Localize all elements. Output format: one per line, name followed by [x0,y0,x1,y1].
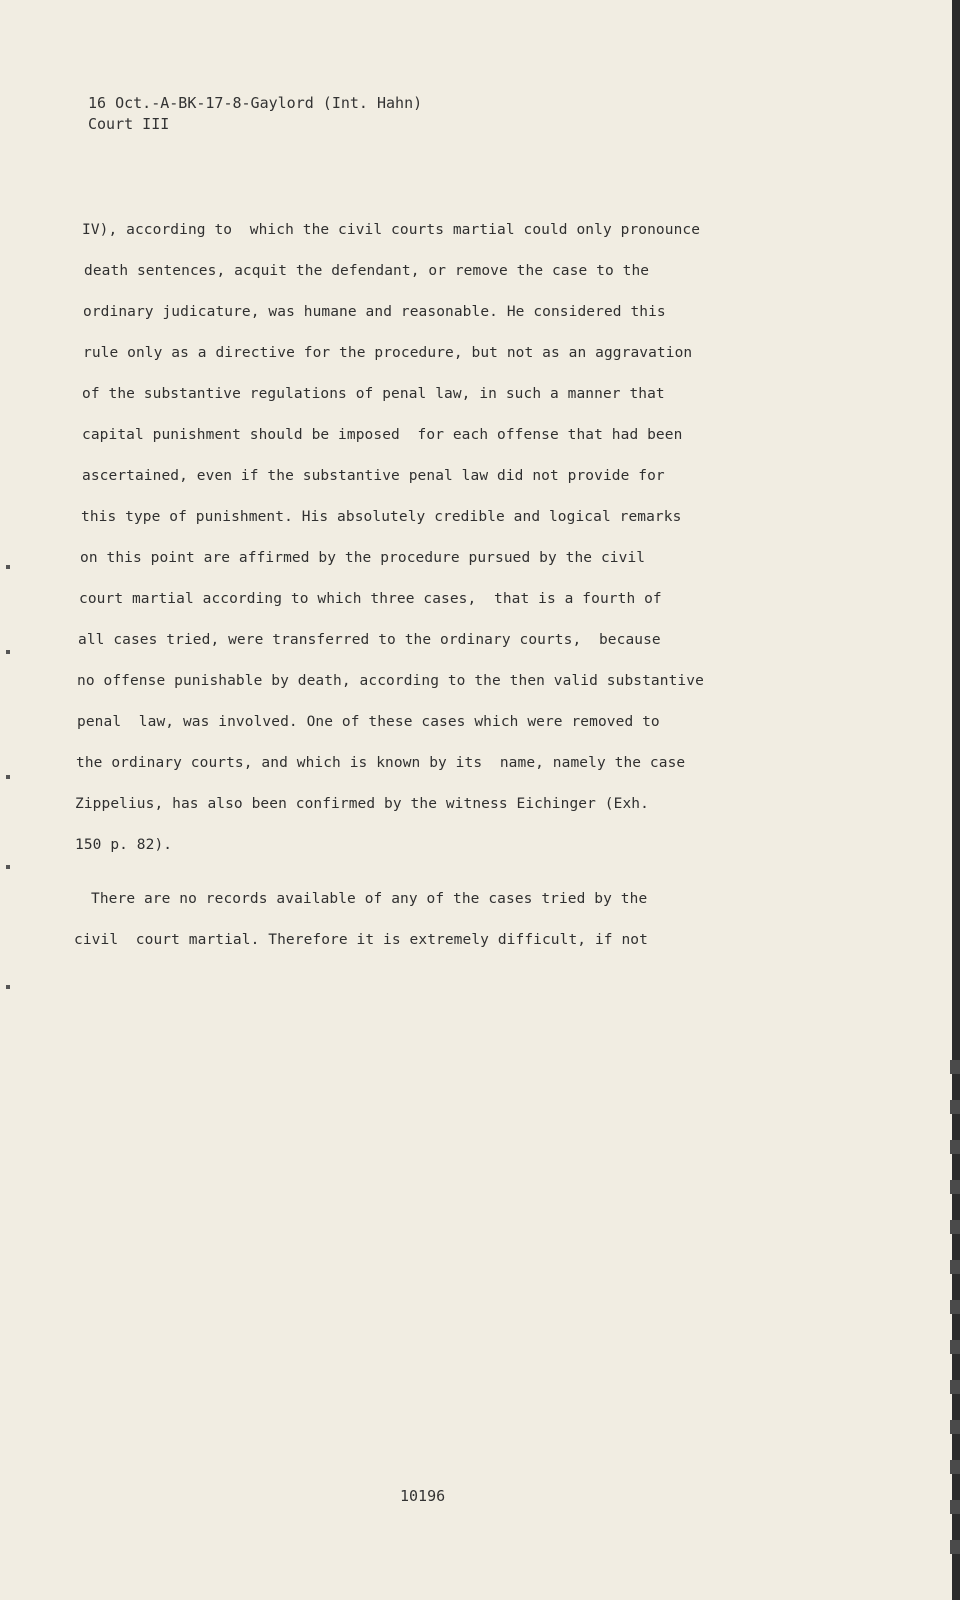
scan-mark [6,565,10,569]
body-line: civil court martial. Therefore it is extremely difficult, if not [74,932,648,948]
body-line: rule only as a directive for the procedure, but not as an aggravation [83,345,693,361]
binding-mark [950,1460,960,1474]
body-line: all cases tried, were transferred to the ordinary courts, because [78,632,661,648]
header-reference-line: 16 Oct.-A-BK-17-8-Gaylord (Int. Hahn) [88,94,423,112]
scan-mark [6,985,10,989]
body-line: the ordinary courts, and which is known by its name, namely the case [76,755,686,771]
body-line: ordinary judicature, was humane and reasonable. He considered this [83,304,666,320]
binding-mark [950,1060,960,1074]
page-number: 10196 [400,1487,446,1505]
binding-mark [950,1540,960,1554]
binding-mark [950,1180,960,1194]
body-line: no offense punishable by death, according to the then valid substantive [77,673,704,689]
body-line: death sentences, acquit the defendant, or remove the case to the [84,263,650,279]
binding-mark [950,1380,960,1394]
binding-mark [950,1140,960,1154]
header-court-line: Court III [88,115,170,133]
binding-mark [950,1300,960,1314]
body-line: this type of punishment. His absolutely credible and logical remarks [81,509,682,525]
body-line: of the substantive regulations of penal law, in such a manner that [82,386,665,402]
body-line: 150 p. 82). [75,837,173,853]
scan-mark [6,775,10,779]
body-line: Zippelius, has also been confirmed by the witness Eichinger (Exh. [75,796,649,812]
body-line: ascertained, even if the substantive penal law did not provide for [82,468,665,484]
body-line: penal law, was involved. One of these cases which were removed to [77,714,660,730]
body-line: IV), according to which the civil courts martial could only pronounce [82,222,701,238]
body-line: on this point are affirmed by the procedure pursued by the civil [80,550,646,566]
binding-mark [950,1220,960,1234]
binding-mark [950,1260,960,1274]
binding-mark [950,1340,960,1354]
binding-edge [952,0,960,1600]
scan-mark [6,650,10,654]
scan-mark [6,865,10,869]
binding-mark [950,1100,960,1114]
document-header [88,93,422,135]
binding-mark [950,1500,960,1514]
binding-mark [950,1420,960,1434]
body-line: capital punishment should be imposed for each offense that had been [82,427,683,443]
body-line: There are no records available of any of the cases tried by the [91,891,648,907]
body-line: court martial according to which three cases, that is a fourth of [79,591,662,607]
